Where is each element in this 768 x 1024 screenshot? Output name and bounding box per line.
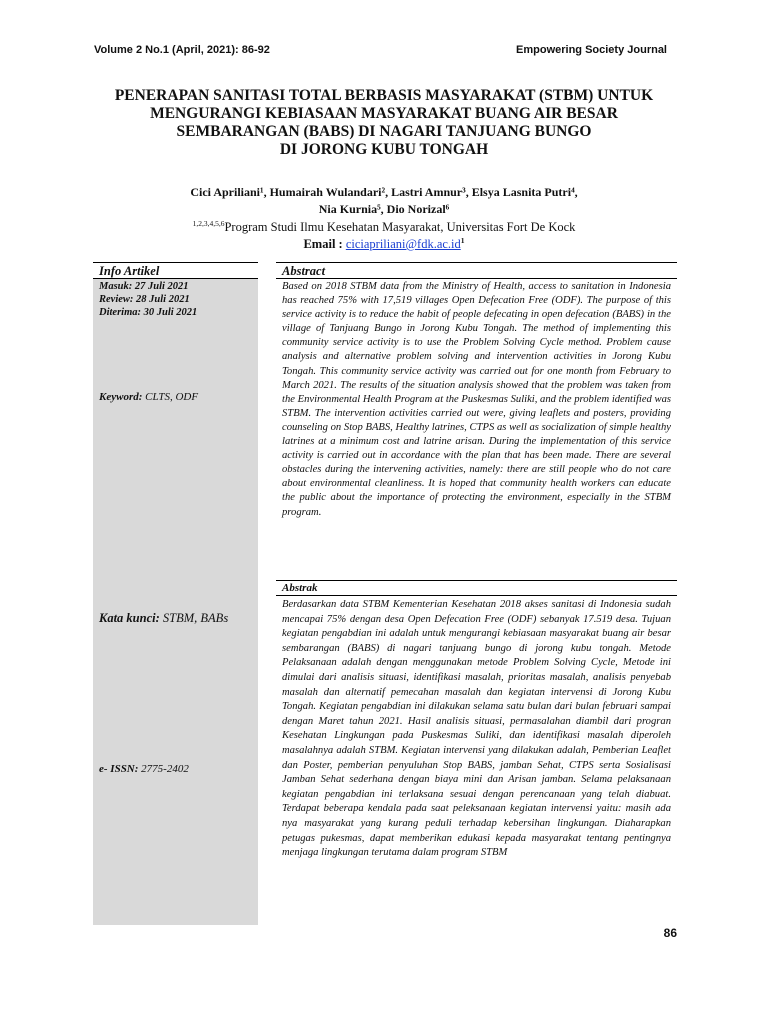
journal-name: Empowering Society Journal	[516, 44, 667, 56]
author-line: Cici Apriliani¹, Humairah Wulandari², Lastri Amnur³, Elsya Lasnita Putri⁴,	[190, 185, 578, 199]
corresponding-email	[94, 232, 674, 253]
kata-kunci-value: STBM, BABs	[159, 611, 229, 625]
title-line: MENGURANGI KEBIASAAN MASYARAKAT BUANG AIR BESAR	[150, 105, 618, 122]
date-reviewed: Review: 28 Juli 2021	[99, 294, 190, 305]
keywords-en	[99, 391, 198, 403]
title-line: SEMBARANGAN (BABS) DI NAGARI TANJUANG BUNGO	[176, 123, 592, 140]
issn-label: e- ISSN:	[99, 763, 139, 775]
journal-volume: Volume 2 No.1 (April, 2021): 86-92	[94, 44, 270, 56]
title-line: DI JORONG KUBU TONGAH	[279, 141, 489, 158]
abstract-text: Based on 2018 STBM data from the Ministry of Health, access to sanitation in Indonesia has reached 75% with 17,519 villages Open Defecation Free (ODF). The purpose of this service activity is to reduce the habit of people defecating in open defecation (BABS) in the village of Tanjuang Bungo in Jorong Kubu Tongah. The method of implementing this community service activity is to use the Problem Solving Cycle method. Problem cause analysis and alternative problem solving and intervention activities in Jorong Kubu Tongah. This community service activity was carried out for one month from February to March 2021. The results of the situation analysis showed that the problem was taken from the Environmental Health Program at the Puskesmas Suliki, and the problem identified was STBM. The intervention activities carried out were, giving leaflets and posters, providing counseling on Stop BABS, Healthy latrines, CTPS as well as socialization of simple healthy latrines at a minimum cost and latrine arisan. During the implementation of this service activity is carried out in accordance with the plan that has been made. There are several obstacles during the intervening activities, namely: there are still people who do not care about environmental cleanliness. It is hoped that community health workers can educate the public about the importance of protecting the environment, especially in the STBM program.	[282, 281, 671, 518]
article-dates	[99, 280, 197, 319]
page-number: 86	[663, 926, 677, 940]
author-line: Nia Kurnia⁵, Dio Norizal⁶	[318, 202, 450, 216]
author-list	[94, 184, 674, 218]
abstract-heading: Abstract	[276, 262, 677, 279]
date-received: Masuk: 27 Juli 2021	[99, 281, 189, 292]
issn	[99, 763, 189, 775]
abstrak-heading: Abstrak	[276, 580, 677, 596]
keywords-id	[99, 611, 228, 626]
affiliation-text: Program Studi Ilmu Kesehatan Masyarakat, Universitas Fort De Kock	[224, 220, 576, 235]
abstrak-text: Berdasarkan data STBM Kementerian Kesehatan 2018 akses sanitasi di Indonesia sudah mencapai 75% dengan desa Open Defecation Free (ODF) sebanyak 17.519 desa. Tujuan kegiatan pengabdian ini adalah untuk mengurangi kebiasaan masyarakat buang air besar sembarangan (BABS) di nagari tanjuang bungo di jorong kubu tongah. Metode Pelaksanaan adalah dengan menggunakan metode Problem Solving Cycle, Metode ini dimulai dari analisis situasi, identifikasi masalah, prioritas masalah, analisis penyebab masalah dan alternatif pemecahan masalah dan kegiatan intervensi di Jorong Kubu Tongah. Kegiatan pengabdian ini dilakukan selama satu bulan dari bulan februari sampai dengan Maret tahun 2021. Hasil analisis situasi, permasalahan diambil dari progran Kesehatan Lingkungan pada Puskesmas Suliki, dan identifikasi masalah diperoleh masalahnya adalah STBM. Kegiatan intervensi yang dilakukan adalah, Pemberian Leaflet dan Poster, pemberian penyuluhan Stop BABS, jamban Sehat, CTPS serta Sosialisasi Jamban Sehat sederhana dengan biaya mini dan Arisan jamban. Selama pelaksanaan kegiatan pengabdian ini terlaksana sesuai dengan perencanaan yang telah diabuat. Terdapat beberapa kendala pada saat peleksanaan kegiatan intervensi yaitu: masih ada nya masyarakat yang kurang peduli terhadap kebersihan lingkungan. Diaharapkan petugas pukesmas, dapat memberikan edukasi kepada masyarakat tentang pentingnya menjaga lingkungan terutama dalam program STBM	[282, 599, 671, 859]
info-heading: Info Artikel	[93, 262, 258, 279]
date-accepted: Diterima: 30 Juli 2021	[99, 307, 198, 318]
title-line: PENERAPAN SANITASI TOTAL BERBASIS MASYARAKAT (STBM) UNTUK	[114, 87, 654, 104]
paper-title	[94, 87, 674, 159]
keyword-value: CLTS, ODF	[142, 391, 199, 403]
kata-kunci-label: Kata kunci:	[99, 611, 160, 625]
info-column	[93, 279, 258, 925]
email-marker: 1	[460, 236, 465, 245]
keyword-label: Keyword:	[99, 391, 143, 403]
email-link[interactable]: ciciapriliani@fdk.ac.id	[345, 237, 461, 252]
issn-value: 2775-2402	[138, 763, 189, 775]
email-label: Email :	[303, 237, 346, 252]
running-header	[94, 44, 667, 60]
affiliation-markers: 1,2,3,4,5,6	[192, 219, 225, 228]
